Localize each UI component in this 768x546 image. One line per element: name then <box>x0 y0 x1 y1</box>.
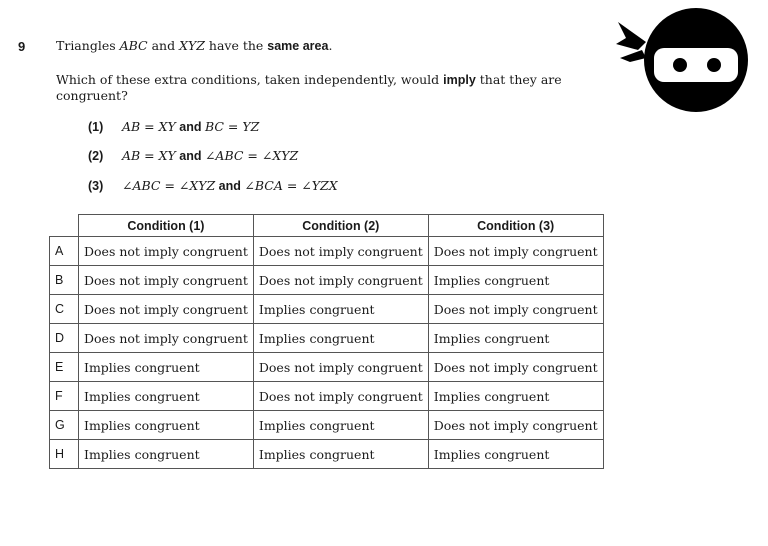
cell-condition-2: Implies congruent <box>253 411 428 440</box>
cell-condition-2: Does not imply congruent <box>253 353 428 382</box>
header-condition-2: Condition (2) <box>253 215 428 237</box>
condition-part-b: BC = YZ <box>204 119 260 134</box>
cell-condition-2: Does not imply congruent <box>253 237 428 266</box>
option-letter: H <box>50 440 79 469</box>
table-row[interactable] <box>50 295 604 324</box>
table-header-row <box>50 215 604 237</box>
prompt-emphasis: imply <box>443 73 476 87</box>
option-letter: C <box>50 295 79 324</box>
header-corner <box>50 215 79 237</box>
condition-part-a: AB = XY <box>121 119 176 134</box>
table-row[interactable] <box>50 353 604 382</box>
option-letter: E <box>50 353 79 382</box>
option-letter: F <box>50 382 79 411</box>
cell-condition-2: Does not imply congruent <box>253 266 428 295</box>
ninja-icon <box>616 4 752 112</box>
cell-condition-3: Implies congruent <box>428 266 603 295</box>
header-condition-3: Condition (3) <box>428 215 603 237</box>
cell-condition-1: Does not imply congruent <box>79 237 254 266</box>
table-row[interactable] <box>50 237 604 266</box>
condition-part-a: AB = XY <box>121 148 176 163</box>
cell-condition-2: Does not imply congruent <box>253 382 428 411</box>
condition-3 <box>88 178 338 193</box>
header-condition-1: Condition (1) <box>79 215 254 237</box>
stem-text: and <box>147 38 180 53</box>
condition-2 <box>88 148 298 163</box>
option-letter: D <box>50 324 79 353</box>
cell-condition-3: Does not imply congruent <box>428 411 603 440</box>
table-row[interactable] <box>50 440 604 469</box>
cell-condition-3: Does not imply congruent <box>428 237 603 266</box>
cell-condition-3: Implies congruent <box>428 440 603 469</box>
stem-text: have the <box>204 38 268 53</box>
stem-emphasis: same area <box>267 39 329 53</box>
condition-label: (2) <box>88 149 104 163</box>
condition-and: and <box>215 179 245 193</box>
cell-condition-2: Implies congruent <box>253 324 428 353</box>
table-row[interactable] <box>50 266 604 295</box>
cell-condition-1: Implies congruent <box>79 382 254 411</box>
cell-condition-2: Implies congruent <box>253 440 428 469</box>
question-prompt <box>56 72 576 103</box>
condition-label: (3) <box>88 179 104 193</box>
stem-text: Triangles <box>56 38 120 53</box>
cell-condition-3: Implies congruent <box>428 324 603 353</box>
prompt-text: Which of these extra conditions, taken independently, would <box>56 72 444 87</box>
question-number: 9 <box>18 39 26 54</box>
cell-condition-3: Implies congruent <box>428 382 603 411</box>
condition-part-b: ∠BCA = ∠YZX <box>244 178 338 193</box>
table-row[interactable] <box>50 411 604 440</box>
condition-label: (1) <box>88 120 104 134</box>
cell-condition-1: Implies congruent <box>79 440 254 469</box>
condition-and: and <box>175 120 205 134</box>
option-letter: A <box>50 237 79 266</box>
condition-and: and <box>175 149 205 163</box>
cell-condition-1: Implies congruent <box>79 353 254 382</box>
option-letter: G <box>50 411 79 440</box>
cell-condition-1: Implies congruent <box>79 411 254 440</box>
cell-condition-3: Does not imply congruent <box>428 295 603 324</box>
answer-options-table <box>49 214 604 469</box>
prompt-text: that they are congruent? <box>56 72 562 103</box>
condition-part-a: ∠ABC = ∠XYZ <box>121 178 216 193</box>
table-row[interactable] <box>50 324 604 353</box>
stem-text: . <box>328 38 333 53</box>
condition-part-b: ∠ABC = ∠XYZ <box>204 148 299 163</box>
cell-condition-1: Does not imply congruent <box>79 324 254 353</box>
cell-condition-1: Does not imply congruent <box>79 295 254 324</box>
cell-condition-1: Does not imply congruent <box>79 266 254 295</box>
triangle-abc: ABC <box>119 38 148 53</box>
cell-condition-2: Implies congruent <box>253 295 428 324</box>
question-stem <box>56 38 332 54</box>
condition-1 <box>88 119 259 134</box>
option-letter: B <box>50 266 79 295</box>
cell-condition-3: Does not imply congruent <box>428 353 603 382</box>
triangle-xyz: XYZ <box>179 38 205 53</box>
table-row[interactable] <box>50 382 604 411</box>
